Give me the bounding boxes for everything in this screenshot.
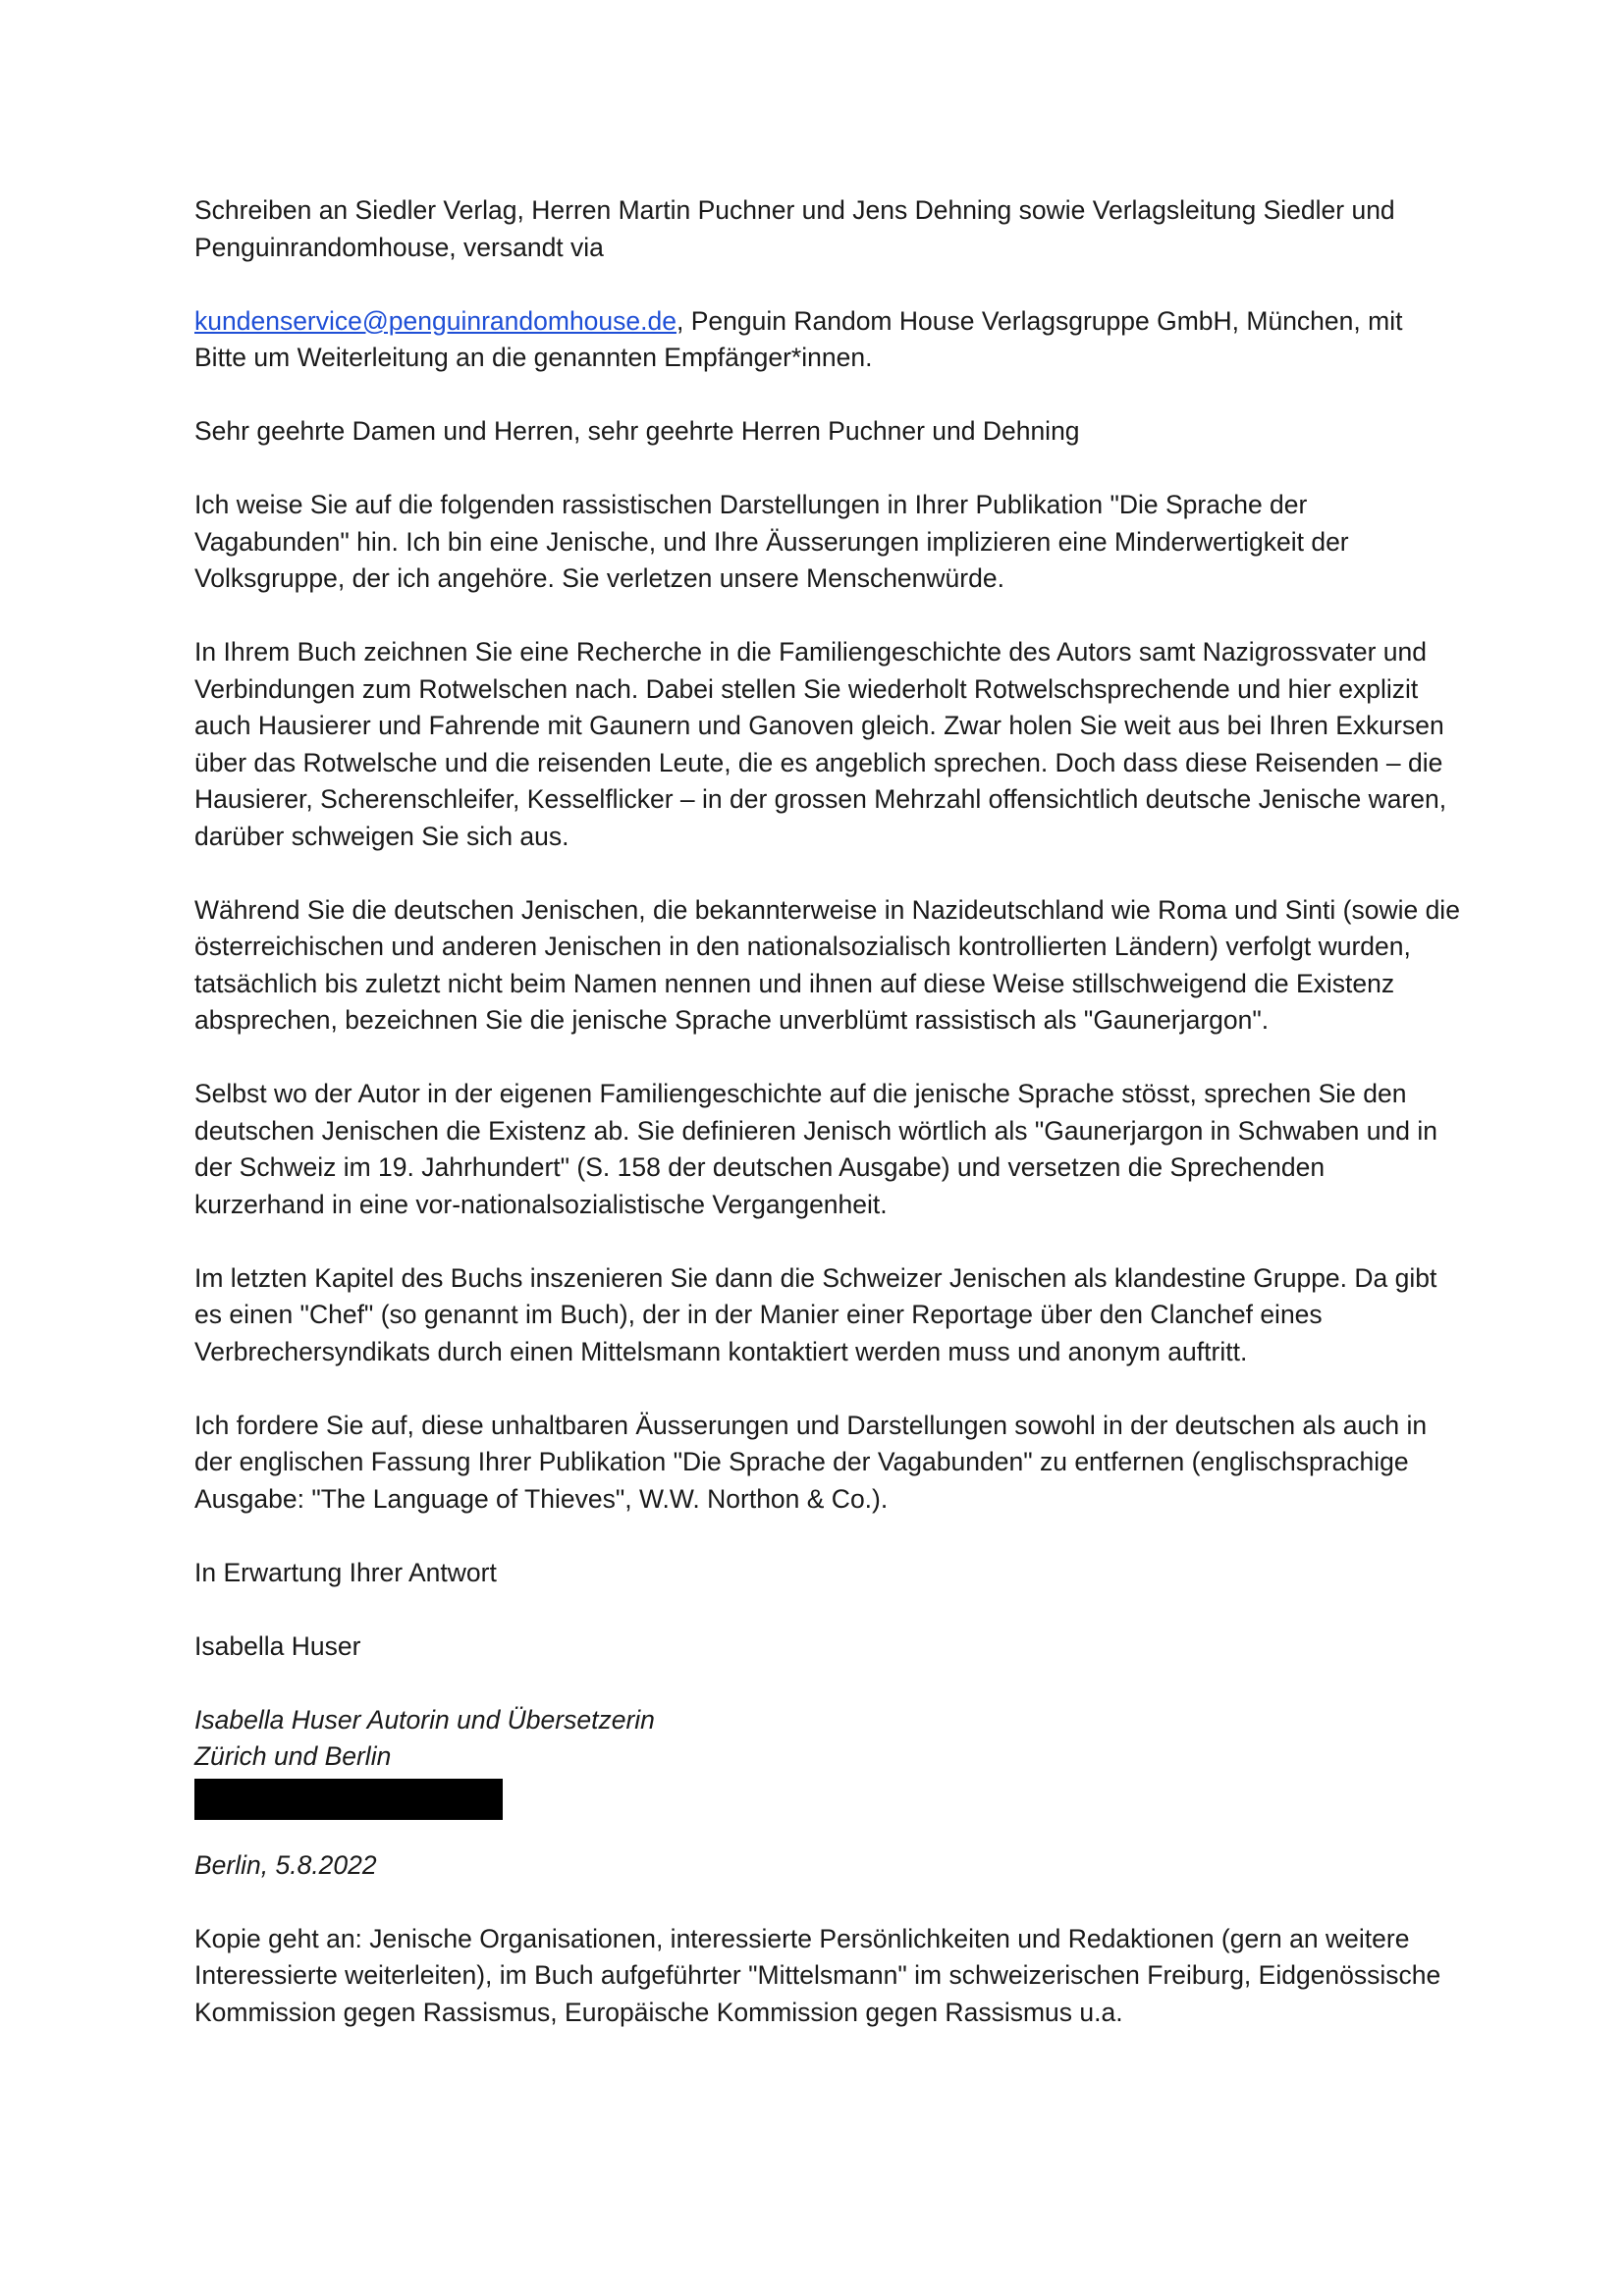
redaction-bar bbox=[194, 1779, 503, 1820]
email-link[interactable]: kundenservice@penguinrandomhouse.de bbox=[194, 305, 677, 336]
body-paragraph: In Ihrem Buch zeichnen Sie eine Recherche in die Familiengeschichte des Autors samt Nazigrossvater und Verbindungen zum Rotwelschen nach. Dabei stellen Sie wiederholt Rotwelschsprechende und hier explizit auch Hausierer und Fahrende mit Gaunern und Ganoven gleich. Zwar holen Sie weit aus bei Ihren Exkursen über das Rotwelsche und die reisenden Leute, die es angeblich sprechen. Doch dass diese Reisenden – die Hausierer, Scherenschleifer, Kesselflicker – in der grossen Mehrzahl offensichtlich deutsche Jenische waren, darüber schweigen Sie sich aus. bbox=[194, 637, 1447, 851]
signature-name: Isabella Huser bbox=[194, 1630, 361, 1661]
recipient-line bbox=[194, 303, 1461, 377]
signature-title: Isabella Huser Autorin und Übersetzerin bbox=[194, 1704, 655, 1735]
body-paragraph: Ich weise Sie auf die folgenden rassistischen Darstellungen in Ihrer Publikation "Die Sprache der Vagabunden" hin. Ich bin eine Jenische, und Ihre Äusserungen implizieren eine Minderwertigkeit der Volksgruppe, der ich angehöre. Sie verletzen unsere Menschenwürde. bbox=[194, 490, 1349, 593]
intro-line: Schreiben an Siedler Verlag, Herren Martin Puchner und Jens Dehning sowie Verlagsleitung Siedler und Penguinrandomhouse, versandt via bbox=[194, 195, 1395, 262]
closing: In Erwartung Ihrer Antwort bbox=[194, 1557, 497, 1587]
letter-page bbox=[194, 192, 1461, 2068]
salutation: Sehr geehrte Damen und Herren, sehr geehrte Herren Puchner und Dehning bbox=[194, 416, 1080, 446]
recipient-details: , Penguin Random House Verlagsgruppe GmbH, München, mit Bitte um Weiterleitung an die genannten Empfänger*innen. bbox=[194, 305, 1403, 372]
body-paragraph: Selbst wo der Autor in der eigenen Familiengeschichte auf die jenische Sprache stösst, sprechen Sie den deutschen Jenischen die Existenz ab. Sie definieren Jenisch wörtlich als "Gaunerjargon in Schwaben und in der Schweiz im 19. Jahrhundert" (S. 158 der deutschen Ausgabe) und versetzen die Sprechenden kurzerhand in eine vor-nationalsozialistische Vergangenheit. bbox=[194, 1079, 1437, 1219]
body-paragraph: Im letzten Kapitel des Buchs inszenieren Sie dann die Schweizer Jenischen als klandestine Gruppe. Da gibt es einen "Chef" (so genannt im Buch), der in der Manier einer Reportage über den Clanchef eines Verbrechersyndikats durch einen Mittelsmann kontaktiert werden muss und anonym auftritt. bbox=[194, 1262, 1437, 1366]
letter-date: Berlin, 5.8.2022 bbox=[194, 1849, 377, 1880]
body-paragraph: Ich fordere Sie auf, diese unhaltbaren Äusserungen und Darstellungen sowohl in der deutschen als auch in der englischen Fassung Ihrer Publikation "Die Sprache der Vagabunden" zu entfernen (englischsprachige Ausgabe: "The Language of Thieves", W.W. Northon & Co.). bbox=[194, 1410, 1428, 1514]
copy-note: Kopie geht an: Jenische Organisationen, interessierte Persönlichkeiten und Redaktionen (gern an weitere Interessierte weiterleiten), im Buch aufgeführter "Mittelsmann" im schweizerischen Freiburg, Eidgenössische Kommission gegen Rassismus, Europäische Kommission gegen Rassismus u.a. bbox=[194, 1923, 1441, 2027]
body-paragraph: Während Sie die deutschen Jenischen, die bekannterweise in Nazideutschland wie Roma und Sinti (sowie die österreichischen und anderen Jenischen in den nationalsozialisch kontrollierten Ländern) verfolgt wurden, tatsächlich bis zuletzt nicht beim Namen nennen und ihnen auf diese Weise stillschweigend die Existenz absprechen, bezeichnen Sie die jenische Sprache unverblümt rassistisch als "Gaunerjargon". bbox=[194, 894, 1460, 1035]
signature-location: Zürich und Berlin bbox=[194, 1741, 392, 1771]
